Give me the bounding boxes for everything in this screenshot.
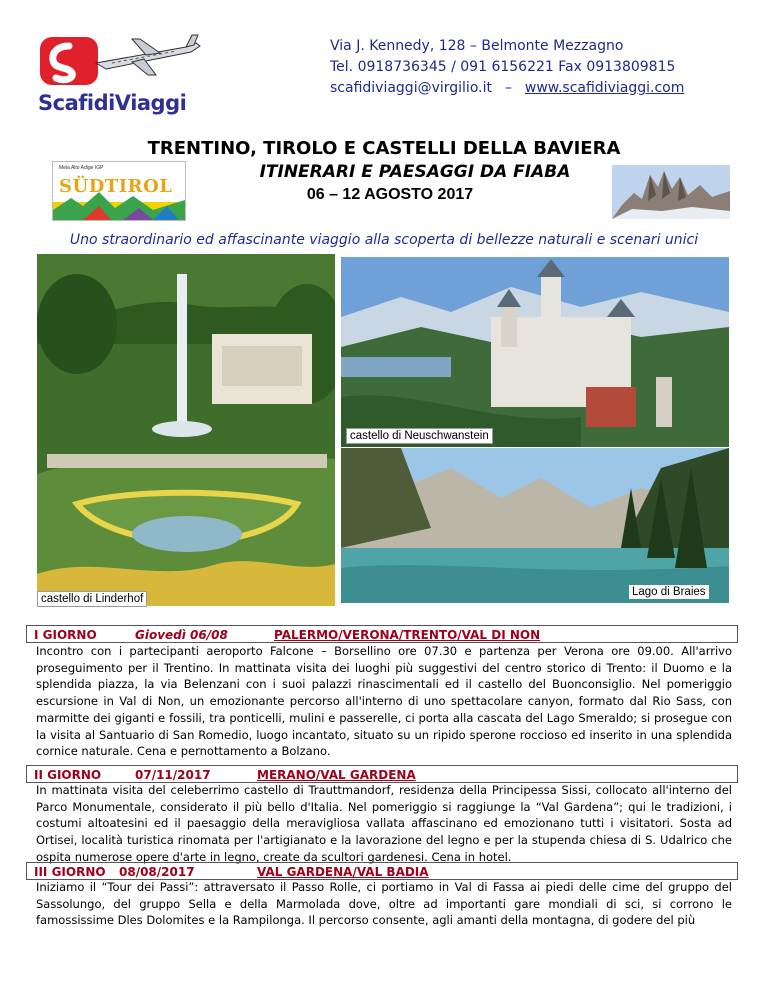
linderhof-caption: castello di Linderhof [37, 591, 147, 607]
day-route: PALERMO/VERONA/TRENTO/VAL DI NON [274, 628, 541, 642]
scafidiviaggi-logo [36, 33, 206, 123]
day-route: VAL GARDENA/VAL BADIA [257, 865, 429, 879]
braies-photo [341, 448, 729, 603]
website-link[interactable]: www.scafidiviaggi.com [524, 80, 685, 96]
day-header-1 [26, 625, 738, 643]
day-date: 08/08/2017 [119, 865, 195, 879]
day-route: MERANO/VAL GARDENA [257, 768, 416, 782]
logo-plane-icon [36, 33, 206, 93]
day-header-3 [26, 862, 738, 880]
neuschwanstein-caption: castello di Neuschwanstein [346, 428, 493, 444]
day-number: II GIORNO [34, 768, 102, 782]
day-description-3: Iniziamo il “Tour dei Passi”: attraversato il Passo Rolle, ci portiamo in Val di Fassa ai piedi delle cime del gruppo del Sassolungo, del gruppo Sella e della Marmolada dove, oltre ad importanti gare mondiali di sci, si corrono le famossissime Dles Dolomites e la Rampilonga. Il percorso consente, agli amanti della montagna, di godere del più [36, 880, 732, 928]
logo-wordmark: ScafidiViaggi [38, 91, 187, 115]
dolomites-thumbnail [612, 165, 730, 219]
trip-title: TRENTINO, TIROLO E CASTELLI DELLA BAVIERA [147, 138, 621, 159]
contact-address: Via J. Kennedy, 128 – Belmonte Mezzagno [330, 38, 624, 54]
contact-phones: Tel. 0918736345 / 091 6156221 Fax 0913809815 [330, 59, 676, 75]
contact-email-web [330, 80, 684, 96]
neuschwanstein-photo [341, 257, 729, 447]
braies-caption: Lago di Braies [629, 585, 709, 599]
day-header-2 [26, 765, 738, 783]
sudtirol-small-text: Mela Alto Adige IGP [59, 165, 104, 171]
contact-separator: – [504, 80, 512, 96]
trip-dates: 06 – 12 AGOSTO 2017 [306, 186, 474, 203]
sudtirol-wordmark: SÜDTIROL [59, 176, 173, 197]
day-number: I GIORNO [34, 628, 97, 642]
linderhof-photo [37, 254, 335, 606]
day-date: 07/11/2017 [135, 768, 211, 782]
day-date: Giovedì 06/08 [135, 628, 228, 642]
day-description-1: Incontro con i partecipanti aeroporto Falcone – Borsellino ore 07.30 e partenza per Verona ore 09.00. All'arrivo proseguimento per il Trentino. In mattinata visita dei luoghi più suggestivi del centro storico di Trento: il Duomo e la splendida piazza, la via Belenzani con i suoi palazzi rinascimentali ed il castello del Buonconsiglio. Nel pomeriggio escursione in Val di Non, un emozionante percorso all'interno di uno spettacolare canyon, formato dal Rio Sass, con marmitte dei giganti e fossili, tra ponticelli, mulini e passerelle, ci porta alla cascata del Lago Smeraldo; si prosegue con la visita al Santuario di San Romedio, luogo incantato, situato su un ripido sperone roccioso ed inserito in una splendida cornice naturale. Cena e pernottamento a Bolzano. [36, 644, 732, 759]
trip-tagline: Uno straordinario ed affascinante viaggio alla scoperta di bellezze naturali e scenari unici [69, 232, 699, 248]
contact-email[interactable]: scafidiviaggi@virgilio.it [330, 80, 492, 96]
trip-subtitle: ITINERARI E PAESAGGI DA FIABA [259, 162, 571, 182]
day-description-2: In mattinata visita del celeberrimo castello di Trauttmandorf, residenza della Principessa Sissi, collocato all'interno del Parco Monumentale, considerato il più bello d'Italia. Nel pomeriggio si raggiunge la “Val Gardena”; qui le tradizioni, i costumi altoatesini ed il paesaggio della meravigliosa vallata affascinano ed emozionano tutti i visitatori. Sosta ad Ortisei, località turistica rinomata per l'artigianato e la lavorazione del legno e per la stupenda chiesa di S. Udalrico che ospita numerose opere d'arte in legno, create da scultori gardenesi. Cena in hotel. [36, 783, 732, 864]
day-number: III GIORNO [34, 865, 106, 879]
sudtirol-logo [52, 161, 186, 221]
